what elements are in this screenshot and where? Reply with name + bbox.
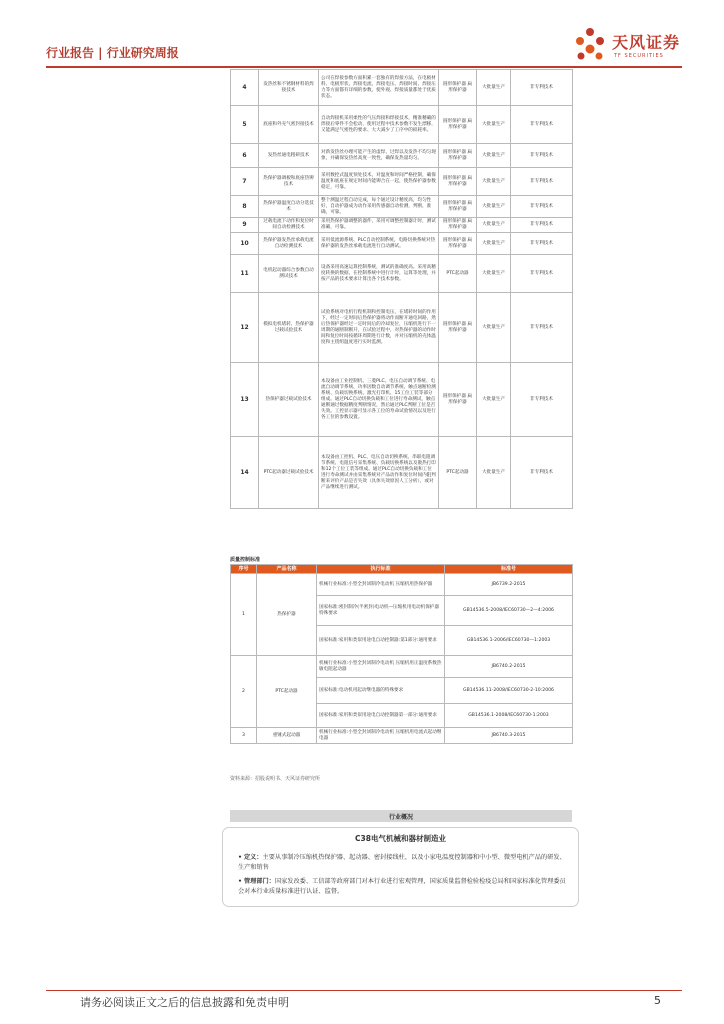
- std-header-product: 产品名称: [257, 565, 317, 574]
- tech-row-ip-type: 非专利技术: [511, 144, 573, 168]
- overview-industry-title: C38电气机械和器材制造业: [355, 834, 446, 843]
- tech-row-stage: 大批量生产: [477, 363, 511, 437]
- tech-row-product: 圆形保护器 扁形保护器: [439, 70, 477, 106]
- tech-row-stage: 大批量生产: [477, 437, 511, 509]
- std-group-product: 重锤式起动器: [257, 728, 317, 744]
- tech-row-product: 圆形保护器 扁形保护器: [439, 106, 477, 144]
- tech-row-ip-type: 非专利技术: [511, 106, 573, 144]
- tech-row-stage: 大批量生产: [477, 233, 511, 255]
- tech-row-number: 9: [231, 218, 259, 233]
- tech-row-description: 公司在焊接参数方面积累一套独有的焊接方法，在电极材料、电极形状、焊接电流、焊接电压、焊接时间、焊接压力等方面都有详细的参数，使外观、焊接质量都处于优质状态。: [319, 70, 439, 106]
- tech-row-number: 11: [231, 255, 259, 293]
- tech-row-stage: 大批量生产: [477, 70, 511, 106]
- footer-divider: [46, 990, 682, 991]
- tech-row-product: 圆形保护器 扁形保护器: [439, 196, 477, 218]
- std-standard-code: GB14536.1-2006/IEC60730—1:2003: [445, 626, 573, 656]
- tech-row-number: 5: [231, 106, 259, 144]
- std-standard-code: JB6740.3-2015: [445, 728, 573, 744]
- std-group-product: PTC起动器: [257, 656, 317, 728]
- bullet-icon: •: [238, 854, 242, 861]
- logo-chinese-name: 天风证券: [612, 33, 681, 52]
- tech-row-name: 热保护器温度自动分选技术: [259, 196, 319, 218]
- header-divider: [46, 66, 682, 68]
- tech-row-ip-type: 非专利技术: [511, 233, 573, 255]
- tech-row-ip-type: 非专利技术: [511, 196, 573, 218]
- tech-table-row: [231, 218, 573, 233]
- tech-row-description: 采用热保护器调整的器件，采用可调整控制器计时，测试准确，可靠。: [319, 218, 439, 233]
- tech-row-description: 本设备由工控机、PLC、电压自动切换系统、串联电阻调节系统、电阻信号采集系统、负载切换系统以及散热打印和12个工位工装等组成。通过PLC自动切换负载和工位进行寿命测试并由采集系统对产品动作和复位时间内阻判断来评价产品是否失效（具体失效原因人工分析），或对产品继续进行测试。: [319, 437, 439, 509]
- std-group-product: 热保护器: [257, 574, 317, 656]
- tech-row-product: 圆形保护器 扁形保护器: [439, 233, 477, 255]
- std-standard-code: JB6740.2-2015: [445, 656, 573, 678]
- tech-row-ip-type: 非专利技术: [511, 168, 573, 196]
- tech-row-description: 本设备由工业控制机、三菱PLC、电压自动调节系统、电流自动调节系统、功率因数自动调节系统、触点通断检测系统、负载切换系统、激光打印机、15工位工装等部分组成。通过PLC自动切换负载和工位进行寿命测试，触点通断通过数据精度判断情况，然后通过PLC判断工位是否失效。工控显示器可显示各工位的寿命试验情况以及进行各工位的参数设置。: [319, 363, 439, 437]
- tech-row-description: 采用数控式温度预处技术，对温度和时间严格控制，确保温度和底座在规定时间内能铆合在一起，使热保护器参数稳定，可靠。: [319, 168, 439, 196]
- tech-row-number: 6: [231, 144, 259, 168]
- tech-row-stage: 大批量生产: [477, 218, 511, 233]
- tech-row-product: PTC起动器: [439, 255, 477, 293]
- page-number: 5: [654, 994, 661, 1007]
- tech-table-row: [231, 255, 573, 293]
- tech-row-ip-type: 非专利技术: [511, 293, 573, 363]
- std-standard-name: 国家标准:家用和类似用途电自动控制器第一部分:通用要求: [317, 704, 445, 728]
- tech-row-ip-type: 非专利技术: [511, 363, 573, 437]
- tech-table-row: [231, 363, 573, 437]
- overview-definition: [238, 853, 568, 873]
- source-note: 资料来源：招股说明书、天风证券研究所: [230, 776, 321, 782]
- tech-table-row: [231, 233, 573, 255]
- tech-row-stage: 大批量生产: [477, 144, 511, 168]
- tech-row-stage: 大批量生产: [477, 168, 511, 196]
- tech-row-description: 对新发热丝办理可能产生的虚焊、过焊以及发热不均匀现象，并确保发热丝高度一致性，确保发热量均匀。: [319, 144, 439, 168]
- std-standard-name: 机械行业标准:小型全封闭制冷电动机 压缩机用热保护器: [317, 574, 445, 596]
- std-table-row: [231, 656, 573, 678]
- std-standard-code: GB14536.1-2008/IEC60730-1:2003: [445, 704, 573, 728]
- tech-table-row: [231, 106, 573, 144]
- tech-row-stage: 大批量生产: [477, 255, 511, 293]
- overview-management: [238, 877, 568, 897]
- tech-row-ip-type: 非专利技术: [511, 70, 573, 106]
- tech-row-name: 发热丝和不锈钢材料的焊接技术: [259, 70, 319, 106]
- tech-row-product: 圆形保护器 扁形保护器: [439, 218, 477, 233]
- tech-row-ip-type: 非专利技术: [511, 437, 573, 509]
- std-group-number: 3: [231, 728, 257, 744]
- std-table-caption: 质量控制标准: [230, 557, 261, 563]
- std-group-number: 1: [231, 574, 257, 656]
- management-text: 国家发改委、工信部等政府部门对本行业进行宏观管理，国家质量监督检验检疫总局和国家标准化管理委员会对本行业质量标准进行认证、监督。: [238, 878, 566, 895]
- tech-table-row: [231, 196, 573, 218]
- tech-table-row: [231, 168, 573, 196]
- tech-row-product: PTC起动器: [439, 437, 477, 509]
- std-standard-code: JB6739.2-2015: [445, 574, 573, 596]
- tech-table-row: [231, 70, 573, 106]
- tech-table-row: [231, 144, 573, 168]
- footer-disclaimer: 请务必阅读正文之后的信息披露和免责申明: [80, 996, 289, 1009]
- core-technology-table: [230, 69, 573, 509]
- tech-row-number: 7: [231, 168, 259, 196]
- std-table-row: [231, 574, 573, 596]
- tech-row-product: 圆形保护器 扁形保护器: [439, 293, 477, 363]
- report-header-title: 行业报告 | 行业研究周报: [46, 46, 179, 60]
- tech-row-name: 热保护器过载试验技术: [259, 363, 319, 437]
- tech-row-name: 热保护器调板和底座热铆技术: [259, 168, 319, 196]
- tech-row-name: 电机起动器综合参数自动测试技术: [259, 255, 319, 293]
- std-group-number: 2: [231, 656, 257, 728]
- quality-standard-table: [230, 564, 573, 744]
- tech-row-number: 8: [231, 196, 259, 218]
- tech-row-number: 4: [231, 70, 259, 106]
- tech-row-name: 发热丝通电粗研技术: [259, 144, 319, 168]
- tech-row-name: 模拟电机堵转、热保护器过载试验技术: [259, 293, 319, 363]
- tech-row-number: 13: [231, 363, 259, 437]
- tech-row-description: 试验系统对电机行程机制和控制电压，在堵转时间的作用下，经过一定时间后热保护器将动作而断开通电回路，然后热保护器经过一定时间后的冷却复位，压缩机进行下一周期的通断制断开，在试验过程中，对热保护器的动作时间和复位时间按循环周期进行计数，并对压缩机的壳体温度和主绕组温度进行实时监测。: [319, 293, 439, 363]
- std-header-code: 标准号: [445, 565, 573, 574]
- std-standard-name: 国家标准:家用和类似用途电自动控制器:第1部分:通用要求: [317, 626, 445, 656]
- std-standard-name: 机械行业标准:小型全封闭制冷电动机 压缩机用正温度系数热敏电阻起动器: [317, 656, 445, 678]
- std-header-standard: 执行标准: [317, 565, 445, 574]
- tech-row-name: 底座和外壳气密封接技术: [259, 106, 319, 144]
- std-standard-code: GB14536.5-2008/IEC60730—2—4:2006: [445, 596, 573, 626]
- std-header-no: 序号: [231, 565, 257, 574]
- definition-text: 主要从事制冷压缩机热保护器、起动器、密封接线柱，以及小家电温度控制器和中小型、微型电机产品的研发、生产和销售: [238, 854, 566, 871]
- tech-row-name: 过载电流下动作和复位时间自动检测技术: [259, 218, 319, 233]
- tech-row-stage: 大批量生产: [477, 293, 511, 363]
- tech-row-number: 14: [231, 437, 259, 509]
- tech-row-description: 设备采用高速运算控制系统，测试的准确度高。采用高精度转换的数据，在控制系统中进行计时，运算等处理，并按产品的技术要求计算出各个技术参数。: [319, 255, 439, 293]
- tech-row-name: PTC起动器过载试验技术: [259, 437, 319, 509]
- std-standard-name: 国家标准:电动机用起动继电器的特殊要求: [317, 678, 445, 704]
- tech-row-name: 热保护器发热丝承载电流自动检测技术: [259, 233, 319, 255]
- tech-row-stage: 大批量生产: [477, 106, 511, 144]
- bullet-icon: •: [238, 878, 242, 885]
- definition-label: 定义：: [243, 854, 263, 861]
- std-table-row: [231, 728, 573, 744]
- tech-table-row: [231, 437, 573, 509]
- tech-row-description: 自动焊接机采用柔性的气压焊接和焊接技术，精准精确的焊接后零件不会松动、使用过程中技术参数不发生漂移，又能满足气密性的要求、大大减少了工序中的损耗率。: [319, 106, 439, 144]
- tech-row-number: 12: [231, 293, 259, 363]
- tech-row-stage: 大批量生产: [477, 196, 511, 218]
- tech-row-description: 整个测温过程自动完成，每个通过设计精度高，均匀性好，自动护器成为动作采用传感器自动检测，判断，准确，可靠。: [319, 196, 439, 218]
- tech-row-ip-type: 非专利技术: [511, 218, 573, 233]
- tech-row-ip-type: 非专利技术: [511, 255, 573, 293]
- tech-row-product: 圆形保护器 扁形保护器: [439, 144, 477, 168]
- tech-row-description: 采用低流源系统、PLC自动控制系统，电路切换系统对热保护器的发热丝承载电流进行自动测试。: [319, 233, 439, 255]
- std-standard-name: 国家标准:密封制冷(半密封)电动机—压缩机用电动机保护器特殊要求: [317, 596, 445, 626]
- tech-table-row: [231, 293, 573, 363]
- tech-row-product: 圆形保护器 扁形保护器: [439, 168, 477, 196]
- tech-row-product: 圆形保护器 扁形保护器: [439, 363, 477, 437]
- std-standard-name: 机械行业标准:小型全封闭制冷电动机 压缩机用电流式起动继电器: [317, 728, 445, 744]
- tech-row-number: 10: [231, 233, 259, 255]
- overview-header-title: 行业概况: [388, 814, 413, 821]
- std-standard-code: GB14536.11-2008/IEC60730-2-10:2006: [445, 678, 573, 704]
- management-label: 管理部门：: [243, 878, 275, 885]
- logo-english-name: TF SECURITIES: [614, 53, 664, 59]
